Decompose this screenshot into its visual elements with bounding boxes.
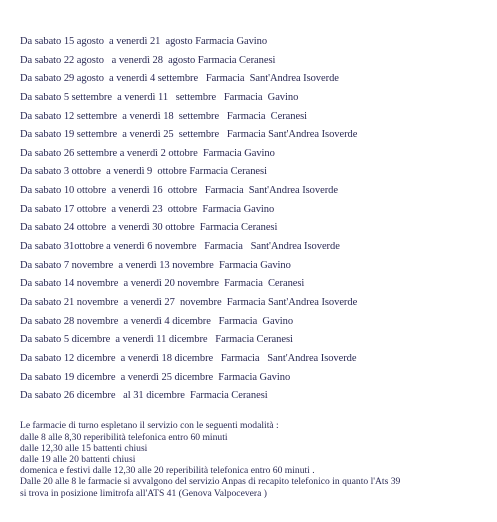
shift-pharmacy: Farmacia Sant'Andrea Isoverde bbox=[226, 129, 358, 141]
notes-line: si trova in posizione limitrofa all'ATS 41 (Genova Valpocevera ) bbox=[20, 487, 267, 499]
shift-pharmacy: Farmacia Gavino bbox=[218, 259, 291, 271]
shift-period: Da sabato 12 dicembre a venerdì 18 dicembre bbox=[20, 352, 214, 364]
shift-row bbox=[20, 163, 357, 182]
shift-row bbox=[20, 219, 357, 238]
shift-row bbox=[20, 294, 357, 313]
shift-pharmacy: Farmacia Gavino bbox=[202, 147, 275, 159]
shift-pharmacy: Farmacia Sant'Andrea Isoverde bbox=[204, 241, 340, 253]
shift-period: Da sabato 19 dicembre a venerdì 25 dicembre bbox=[20, 371, 214, 383]
shift-pharmacy: Farmacia Ceranesi bbox=[189, 166, 267, 178]
notes-line: dalle 19 alle 20 battenti chiusi bbox=[20, 454, 136, 466]
shift-pharmacy: Farmacia Ceranesi bbox=[190, 390, 268, 402]
shift-period: Da sabato 12 settembre a venerdì 18 settembre bbox=[20, 110, 220, 122]
shift-pharmacy: Farmacia Gavino bbox=[218, 371, 291, 383]
notes-line: dalle 8 alle 8,30 reperibilità telefonica entro 60 minuti bbox=[20, 432, 228, 444]
shift-row bbox=[20, 350, 357, 369]
notes-line: domenica e festivi dalle 12,30 alle 20 reperibilità telefonica entro 60 minuti . bbox=[20, 465, 315, 477]
notes-line: Dalle 20 alle 8 le farmacie si avvalgono del servizio Anpas di recapito telefonico in quanto l'Ats 39 bbox=[20, 476, 401, 488]
shift-pharmacy: Farmacia Ceranesi bbox=[224, 278, 305, 290]
shift-pharmacy: Farmacia Ceranesi bbox=[197, 54, 276, 66]
shift-period: Da sabato 29 agosto a venerdì 4 settembre bbox=[20, 73, 199, 85]
shift-period: Da sabato 19 settembre a venerdì 25 settembre bbox=[20, 129, 220, 141]
shift-pharmacy: Farmacia Ceranesi bbox=[226, 110, 308, 122]
shift-pharmacy: Farmacia Gavino bbox=[202, 203, 275, 215]
shift-period: Da sabato 3 ottobre a venerdì 9 ottobre bbox=[20, 166, 187, 178]
shift-period: Da sabato 24 ottobre a venerdì 30 ottobre bbox=[20, 222, 195, 234]
shift-row bbox=[20, 70, 357, 89]
shift-row bbox=[20, 331, 357, 350]
shift-period: Da sabato 14 novembre a venerdì 20 novembre bbox=[20, 278, 219, 290]
shift-period: Da sabato 5 settembre a venerdì 11 settembre bbox=[20, 91, 217, 103]
shift-pharmacy: Farmacia Ceranesi bbox=[215, 334, 293, 346]
shift-row bbox=[20, 126, 357, 145]
shift-pharmacy: Farmacia Gavino bbox=[223, 91, 299, 103]
shift-period: Da sabato 26 settembre a venerdì 2 ottobre bbox=[20, 147, 198, 159]
shift-row bbox=[20, 369, 357, 388]
shift-period: Da sabato 21 novembre a venerdì 27 novembre bbox=[20, 296, 222, 308]
shift-row bbox=[20, 257, 357, 276]
shift-row bbox=[20, 145, 357, 164]
shift-pharmacy: Farmacia Gavino bbox=[195, 36, 268, 47]
shift-row bbox=[20, 238, 357, 257]
shift-row bbox=[20, 89, 357, 108]
shift-row bbox=[20, 33, 357, 52]
shift-row bbox=[20, 275, 357, 294]
shift-pharmacy: Farmacia Sant'Andrea Isoverde bbox=[204, 185, 338, 197]
shift-pharmacy: Farmacia Gavino bbox=[218, 315, 294, 327]
pharmacy-shift-list bbox=[20, 33, 357, 406]
shift-pharmacy: Farmacia Ceranesi bbox=[199, 222, 278, 234]
shift-row bbox=[20, 108, 357, 127]
shift-period: Da sabato 10 ottobre a venerdì 16 ottobre bbox=[20, 185, 198, 197]
shift-period: Da sabato 7 novembre a venerdì 13 novembre bbox=[20, 259, 214, 271]
service-notes bbox=[20, 420, 400, 499]
shift-period: Da sabato 26 dicembre al 31 dicembre bbox=[20, 390, 185, 402]
shift-pharmacy: Farmacia Sant'Andrea Isoverde bbox=[220, 352, 357, 364]
shift-row bbox=[20, 182, 357, 201]
shift-period: Da sabato 15 agosto a venerdì 21 agosto bbox=[20, 36, 193, 47]
shift-pharmacy: Farmacia Sant'Andrea Isoverde bbox=[226, 296, 358, 308]
shift-period: Da sabato 28 novembre a venerdì 4 dicembre bbox=[20, 315, 211, 327]
shift-row bbox=[20, 387, 357, 406]
shift-period: Da sabato 17 ottobre a venerdì 23 ottobre bbox=[20, 203, 198, 215]
notes-line: dalle 12,30 alle 15 battenti chiusi bbox=[20, 443, 148, 455]
shift-row bbox=[20, 52, 357, 71]
shift-period: Da sabato 5 dicembre a venerdì 11 dicembre bbox=[20, 334, 208, 346]
notes-intro: Le farmacie di turno espletano il servizio con le seguenti modalità : bbox=[20, 420, 279, 431]
shift-pharmacy: Farmacia Sant'Andrea Isoverde bbox=[205, 73, 339, 85]
shift-row bbox=[20, 313, 357, 332]
shift-row bbox=[20, 201, 357, 220]
shift-period: Da sabato 22 agosto a venerdì 28 agosto bbox=[20, 54, 196, 66]
shift-period: Da sabato 31ottobre a venerdì 6 novembre bbox=[20, 241, 197, 253]
